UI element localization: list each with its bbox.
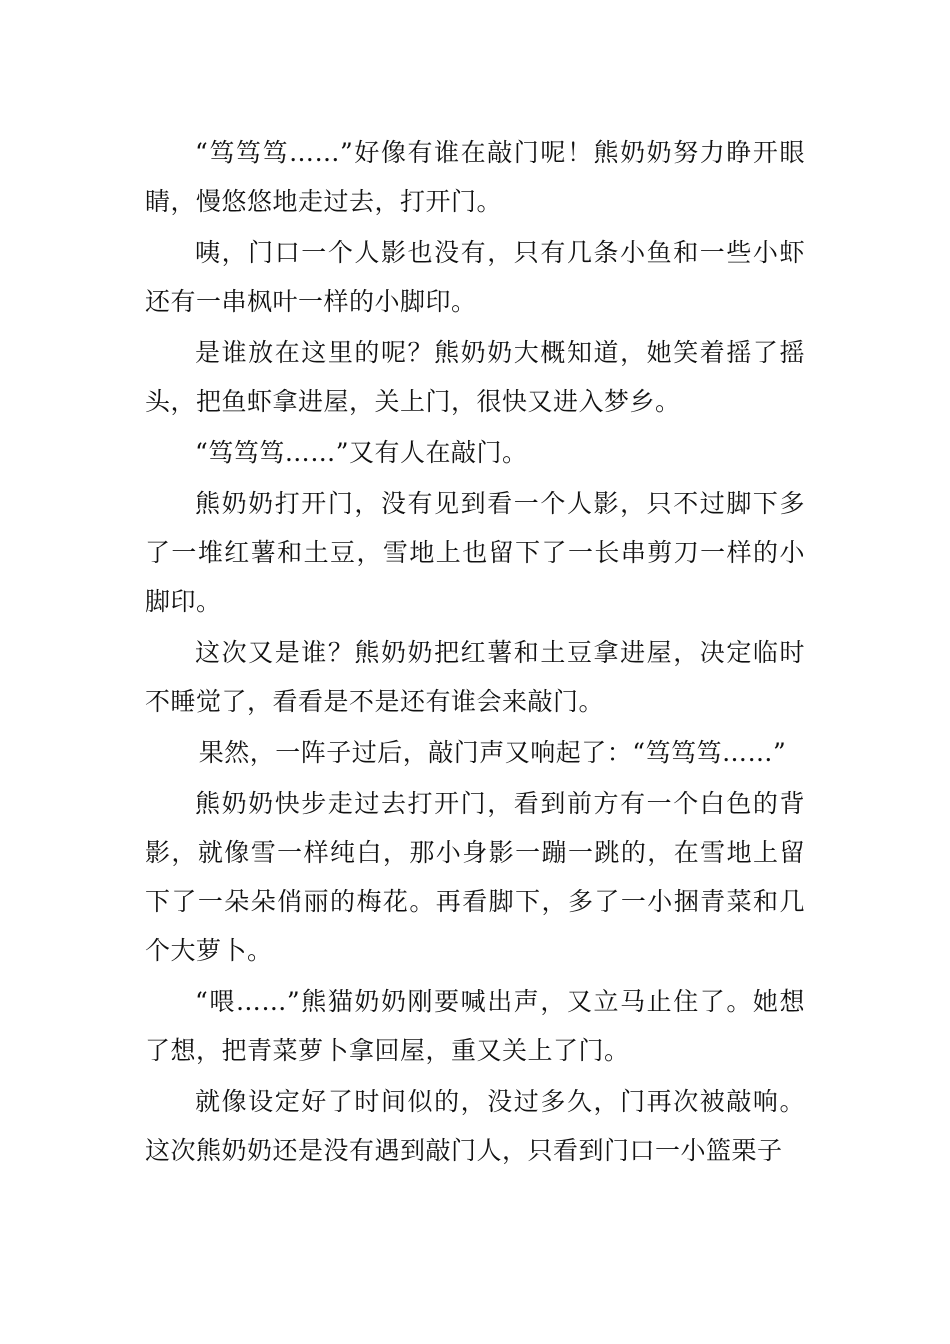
paragraph-6: 这次又是谁？熊奶奶把红薯和土豆拿进屋，决定临时不睡觉了，看看是不是还有谁会来敲门。	[145, 638, 805, 716]
paragraph-2: 咦，门口一个人影也没有，只有几条小鱼和一些小虾还有一串枫叶一样的小脚印。	[145, 238, 805, 316]
paragraph-3: 是谁放在这里的呢？熊奶奶大概知道，她笑着摇了摇头，把鱼虾拿进屋，关上门，很快又进入梦乡。	[145, 338, 805, 416]
paragraph-8: 熊奶奶快步走过去打开门，看到前方有一个白色的背影，就像雪一样纯白，那小身影一蹦一跳的，在雪地上留下了一朵朵俏丽的梅花。再看脚下，多了一小捆青菜和几个大萝卜。	[145, 789, 805, 965]
paragraph-10: 就像设定好了时间似的，没过多久，门再次被敲响。这次熊奶奶还是没有遇到敲门人，只看到门口一小篮栗子	[145, 1087, 805, 1165]
paragraph-9: “喂……”熊猫奶奶刚要喊出声，又立马止住了。她想了想，把青菜萝卜拿回屋，重又关上了门。	[145, 987, 805, 1065]
paragraph-5: 熊奶奶打开门，没有见到看一个人影，只不过脚下多了一堆红薯和土豆，雪地上也留下了一长串剪刀一样的小脚印。	[145, 489, 805, 616]
paragraph-4: “笃笃笃……”又有人在敲门。	[195, 438, 528, 467]
paragraph-7: 果然，一阵子过后，敲门声又响起了：“笃笃笃……”	[198, 738, 787, 767]
story-text	[145, 128, 805, 1177]
paragraph-1: “笃笃笃……”好像有谁在敲门呢！熊奶奶努力睁开眼睛，慢悠悠地走过去，打开门。	[145, 138, 805, 216]
